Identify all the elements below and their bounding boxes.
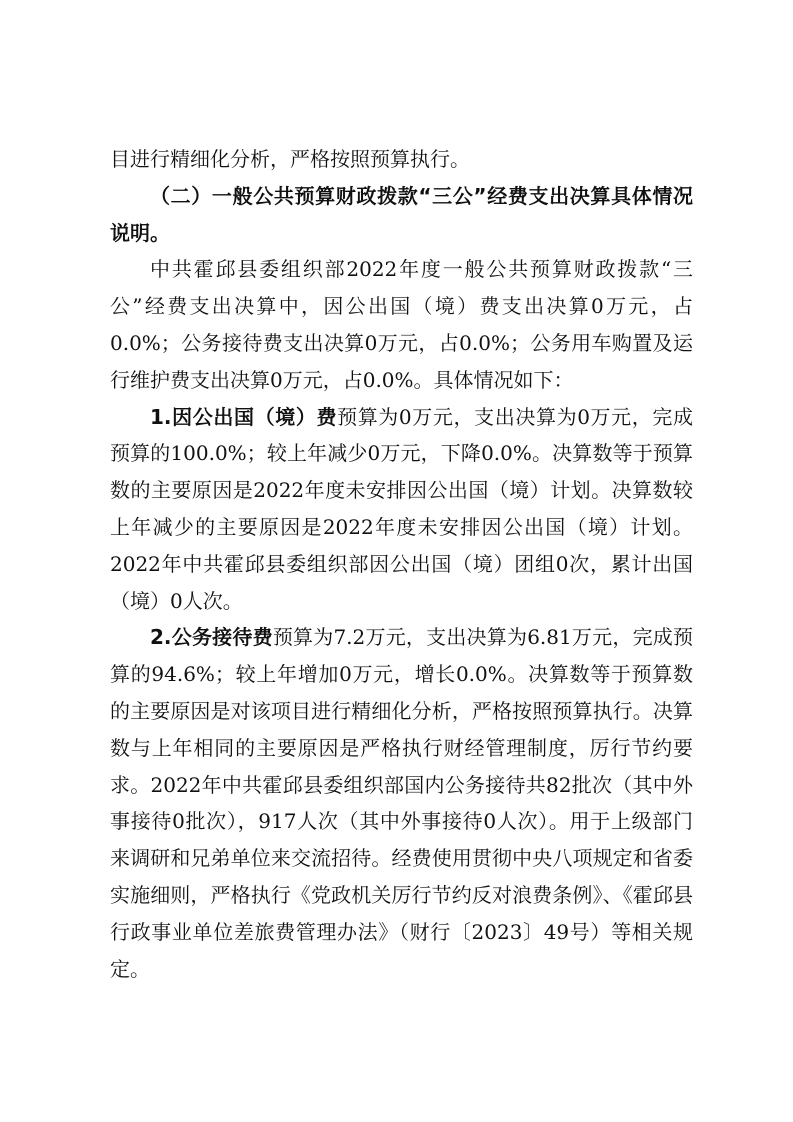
official-reception-heading: 2.公务接待费 [150,625,273,650]
summary-text: 中共霍邱县委组织部2022年度一般公共预算财政拨款“三公”经费支出决算中，因公出国（境）费支出决算0万元，占0.0%；公务接待费支出决算0万元，占0.0%；公务用车购置及运行维护费支出决算0万元，占0.0%。具体情况如下： [110,257,693,392]
section-heading: （二）一般公共预算财政拨款“三公”经费支出决算具体情况说明。 [110,183,693,245]
overseas-travel-text: 预算为0万元，支出决算为0万元，完成预算的100.0%；较上年减少0万元，下降0.0%。决算数等于预算数的主要原因是2022年度未安排因公出国（境）计划。决算数较上年减少的主要原因是2022年度未安排因公出国（境）计划。2022年中共霍邱县委组织部因公出国（境）团组0次，累计出国（境）0人次。 [110,404,694,613]
paragraph-official-reception [110,619,693,987]
overseas-travel-heading: 1.因公出国（境）费 [150,404,338,429]
paragraph-summary [110,251,693,398]
document-body [110,141,693,987]
paragraph-continuation: 目进行精细化分析，严格按照预算执行。 [110,147,470,171]
official-reception-text: 预算为7.2万元，支出决算为6.81万元，完成预算的94.6%；较上年增加0万元，增长0.0%。决算数等于预算数的主要原因是对该项目进行精细化分析，严格按照预算执行。决算数与上年相同的主要原因是严格执行财经管理制度，厉行节约要求。2022年中共霍邱县委组织部国内公务接待共82批次（其中外事接待0批次），917人次（其中外事接待0人次）。用于上级部门来调研和兄弟单位来交流招待。经费使用贯彻中央八项规定和省委实施细则，严格执行《党政机关厉行节约反对浪费条例》、《霍邱县行政事业单位差旅费管理办法》（财行〔2023〕49号）等相关规定。 [110,625,694,981]
paragraph-overseas-travel [110,399,693,620]
